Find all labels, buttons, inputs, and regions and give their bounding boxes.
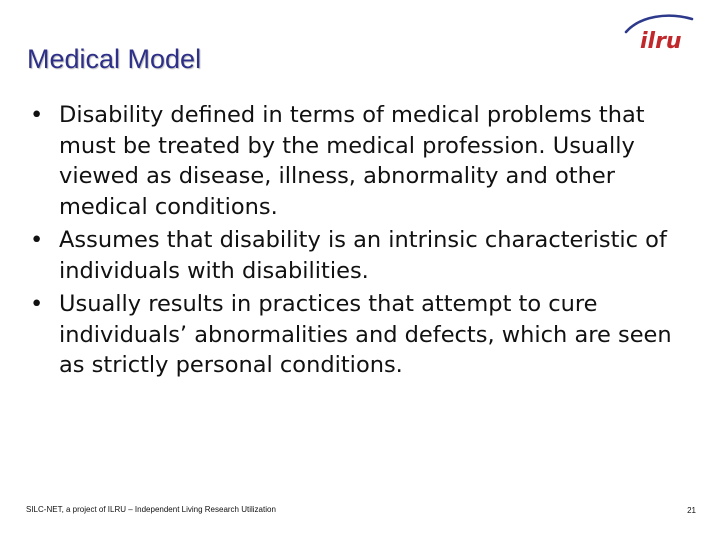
footer-text: SILC-NET, a project of ILRU – Independent Living Research Utilization: [26, 505, 276, 514]
bullet-list: [30, 100, 700, 384]
ilru-logo-graphic: [620, 10, 696, 54]
bullet-text: Assumes that disability is an intrinsic characteristic of individuals with disabilities.: [59, 227, 667, 284]
ilru-logo: [620, 10, 696, 54]
bullet-icon: •: [30, 227, 44, 253]
bullet-text: Usually results in practices that attempt to cure individuals’ abnormalities and defects, which are seen as strictly personal conditions.: [59, 291, 672, 378]
logo-text: ilru: [640, 29, 682, 54]
bullet-icon: •: [30, 102, 44, 128]
bullet-item: [30, 225, 700, 286]
slide-title: Medical Model: [27, 44, 202, 74]
bullet-text: Disability defined in terms of medical problems that must be treated by the medical profession. Usually viewed as disease, illness, abnormality and other medical conditions.: [59, 102, 645, 220]
bullet-item: [30, 100, 700, 222]
bullet-icon: •: [30, 291, 44, 317]
bullet-item: [30, 289, 700, 381]
page-number: 21: [687, 506, 696, 515]
